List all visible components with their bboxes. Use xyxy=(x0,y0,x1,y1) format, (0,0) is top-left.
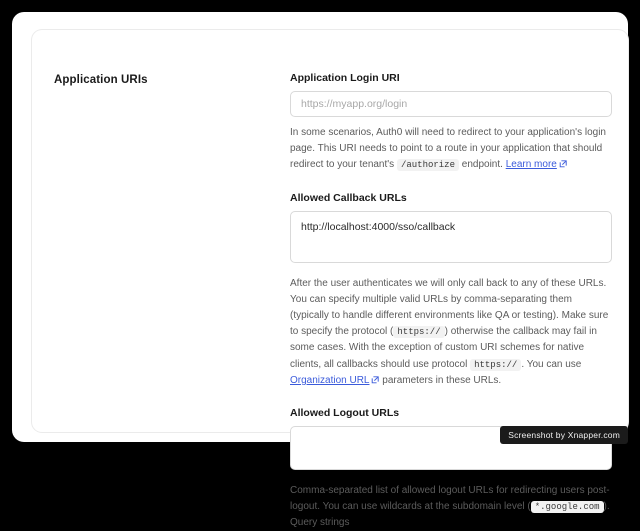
callback-hint-text-2: ) otherwise the callback may fail in some cases. With the exception of custom URI schemes for native clients, all callbacks should use protocol xyxy=(290,326,597,370)
watermark: Screenshot by Xnapper.com xyxy=(500,426,628,444)
callback-urls-hint xyxy=(290,276,612,389)
callback-hint-code-2: https:// xyxy=(470,359,521,371)
logout-hint-text-1: Comma-separated list of allowed logout URLs for redirecting users post-logout. You can use wildcards at the subdomain level ( xyxy=(290,484,610,513)
login-uri-learn-more-link[interactable]: Learn more xyxy=(505,159,557,171)
field-group-callback-urls xyxy=(290,192,612,389)
callback-urls-label: Allowed Callback URLs xyxy=(290,191,407,204)
callback-hint-text-1: After the user authenticates we will only call back to any of these URLs. You can specify multiple valid URLs by comma-separating them (typically to handle different environments like QA or testing). Make sure to specify the protocol ( xyxy=(290,277,609,338)
login-uri-label: Application Login URI xyxy=(290,72,400,84)
logout-hint-text-2: ). Query strings xyxy=(290,501,610,529)
organization-url-link[interactable]: Organization URL xyxy=(290,374,370,386)
callback-hint-text-4: parameters in these URLs. xyxy=(379,374,502,386)
logout-urls-label: Allowed Logout URLs xyxy=(290,406,400,419)
logout-urls-hint xyxy=(290,483,612,531)
login-uri-hint-code: /authorize xyxy=(397,159,459,171)
field-group-login-uri xyxy=(290,72,612,174)
callback-hint-code-1: https:// xyxy=(393,326,444,338)
callback-urls-textarea[interactable] xyxy=(290,211,612,263)
logout-hint-code: *.google.com xyxy=(531,501,604,513)
settings-card xyxy=(12,12,628,529)
login-uri-hint-text-1: In some scenarios, Auth0 will need to redirect to your application's login page. This URI needs to point to a route in your application that should redirect to your tenant's xyxy=(290,127,606,171)
callback-hint-text-3: . You can use xyxy=(521,358,582,370)
panel-left-column xyxy=(54,54,290,432)
login-uri-input[interactable] xyxy=(290,91,612,117)
section-title: Application URIs xyxy=(54,74,148,86)
login-uri-hint xyxy=(290,125,612,174)
login-uri-hint-text-2: endpoint. xyxy=(458,159,506,171)
external-link-icon xyxy=(559,160,567,168)
